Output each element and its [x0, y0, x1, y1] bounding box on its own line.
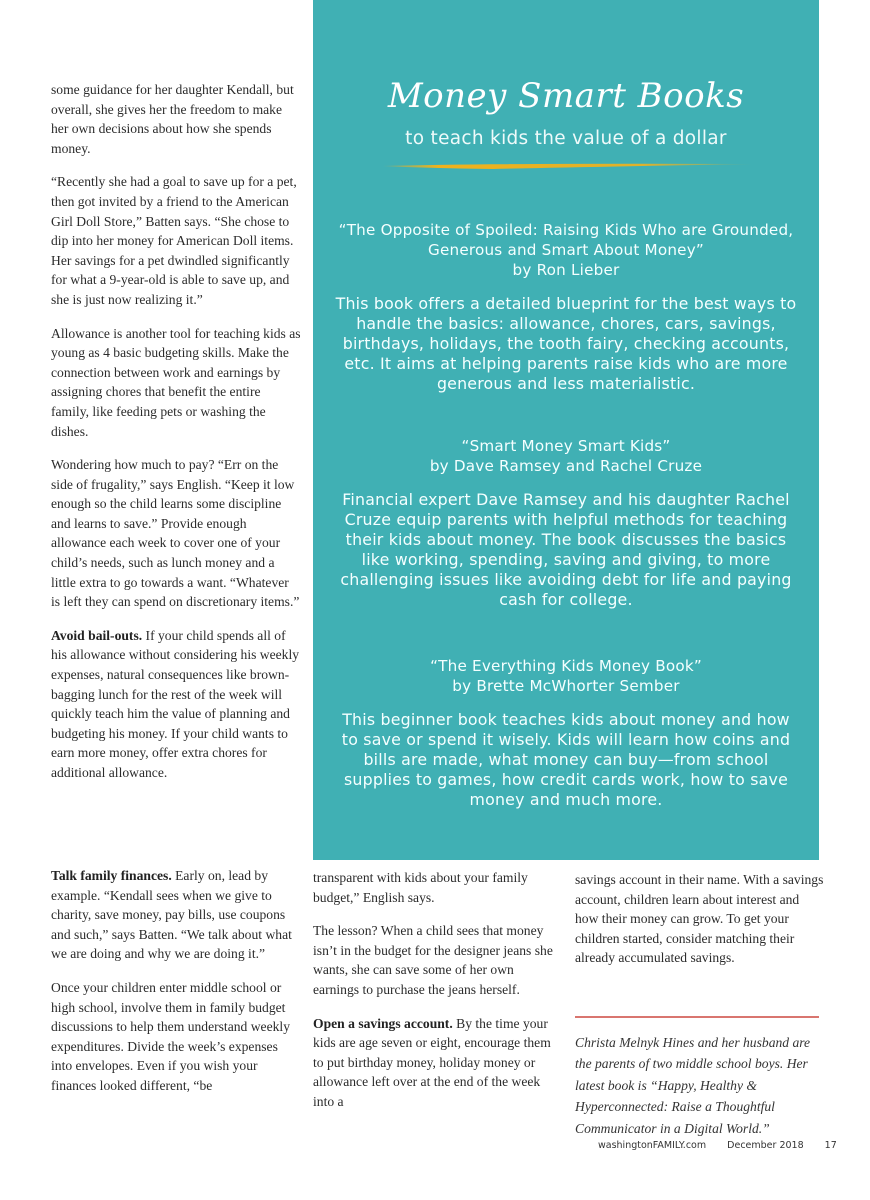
book-title: “The Opposite of Spoiled: Raising Kids Who are Grounded, Generous and Smart About Money”	[338, 221, 794, 259]
footer-issue-date: December 2018	[727, 1140, 804, 1151]
decorative-underline	[383, 162, 753, 169]
book-description: Financial expert Dave Ramsey and his daughter Rachel Cruze equip parents with helpful methods for teaching their kids about money. The book discusses the basics like working, spending, saving and giving, to more challenging issues like avoiding debt for life and paying cash for college.	[340, 490, 792, 609]
paragraph: The lesson? When a child sees that money isn’t in the budget for the designer jeans she wants, she can save some of her own earnings to purchase the jeans herself.	[313, 923, 553, 997]
sidebar-title: Money Smart Books	[387, 76, 745, 116]
author-bio: Christa Melnyk Hines and her husband are the parents of two middle school boys. Her latest book is “Happy, Healthy & Hyperconnected: Raise a Thoughtful Communicator in a Digital World.”	[575, 1035, 811, 1136]
article-column-left-bottom	[51, 866, 301, 1110]
book-author: by Ron Lieber	[512, 261, 620, 279]
book-author: by Brette McWhorter Sember	[452, 677, 680, 695]
book-description: This beginner book teaches kids about money and how to save or spend it wisely. Kids will learn how coins and bills are made, what money can buy—from school supplies to games, how credit cards work, how to save money and much more.	[341, 710, 791, 809]
money-smart-books-sidebar	[313, 0, 819, 860]
paragraph: Allowance is another tool for teaching kids as young as 4 basic budgeting skills. Make the connection between work and earnings by assigning chores that benefit the entire family, like feeding pets or washing the dishes.	[51, 325, 301, 439]
book-author: by Dave Ramsey and Rachel Cruze	[429, 457, 703, 475]
footer-site: washingtonFAMILY.com	[598, 1140, 707, 1151]
article-column-right	[575, 870, 825, 982]
page-footer	[598, 1140, 837, 1151]
paragraph: some guidance for her daughter Kendall, but overall, she gives her the freedom to make her own decisions about how she spends money.	[51, 82, 294, 156]
book-entry	[333, 220, 799, 394]
paragraph-open-savings-account: Open a savings account. By the time your kids are age seven or eight, encourage them to put birthday money, holiday money or allowance left over at the end of the week into a	[313, 1015, 551, 1109]
book-entry	[333, 656, 799, 810]
article-column-middle	[313, 868, 563, 1126]
subhead: Avoid bail-outs.	[51, 627, 143, 643]
paragraph: transparent with kids about your family budget,” English says.	[313, 870, 528, 905]
paragraph-talk-family-finances: Talk family finances. Early on, lead by example. “Kendall sees when we give to charity, save money, pay bills, use coupons and such,” says Batten. “We talk about what we are doing and why we are doing it.”	[51, 868, 292, 962]
page-number: 17	[824, 1140, 837, 1151]
paragraph: Wondering how much to pay? “Err on the side of frugality,” says English. “Keep it low enough so the child learns some discipline and learns to save.” Provide enough allowance each week to cover one of your child’s needs, such as lunch money and a little extra to go towards a want. “Whatever is left they can spend on discretionary items.”	[51, 457, 300, 610]
bio-divider	[575, 1016, 819, 1018]
article-column-left-top	[51, 80, 301, 797]
subhead: Talk family finances.	[51, 868, 172, 883]
sidebar-subtitle: to teach kids the value of a dollar	[405, 128, 727, 149]
subhead: Open a savings account.	[313, 1015, 453, 1031]
book-title: “The Everything Kids Money Book”	[430, 657, 702, 675]
paragraph: “Recently she had a goal to save up for a pet, then got invited by a friend to the American Girl Doll Store,” Batten says. “She chose to dip into her money for American Doll items. Her savings for a pet dwindled significantly for what a 9-year-old is able to save up, and she is just now realizing it.”	[51, 174, 297, 307]
paragraph: Once your children enter middle school or high school, involve them in family budget discussions to help them understand weekly expenditures. Divide the week’s expenses into envelopes. Even if you wish your finances looked different, “be	[51, 979, 290, 1093]
paragraph-avoid-bailouts: Avoid bail-outs. If your child spends all of his allowance without considering his weekly expenses, natural consequences like brown-bagging lunch for the rest of the week will quickly teach him the value of planning and budgeting his money. If your child wants to earn more money, offer extra chores for additional allowance.	[51, 627, 300, 780]
book-description: This book offers a detailed blueprint for the best ways to handle the basics: allowance, chores, cars, savings, birthdays, holidays, the tooth fairy, checking accounts, etc. It aims at helping parents raise kids who are more generous and less materialistic.	[335, 294, 797, 393]
paragraph: savings account in their name. With a savings account, children learn about interest and how their money can grow. To get your children started, consider matching their already accumulated savings.	[575, 872, 824, 966]
book-entry	[333, 436, 799, 610]
book-title: “Smart Money Smart Kids”	[461, 437, 671, 455]
